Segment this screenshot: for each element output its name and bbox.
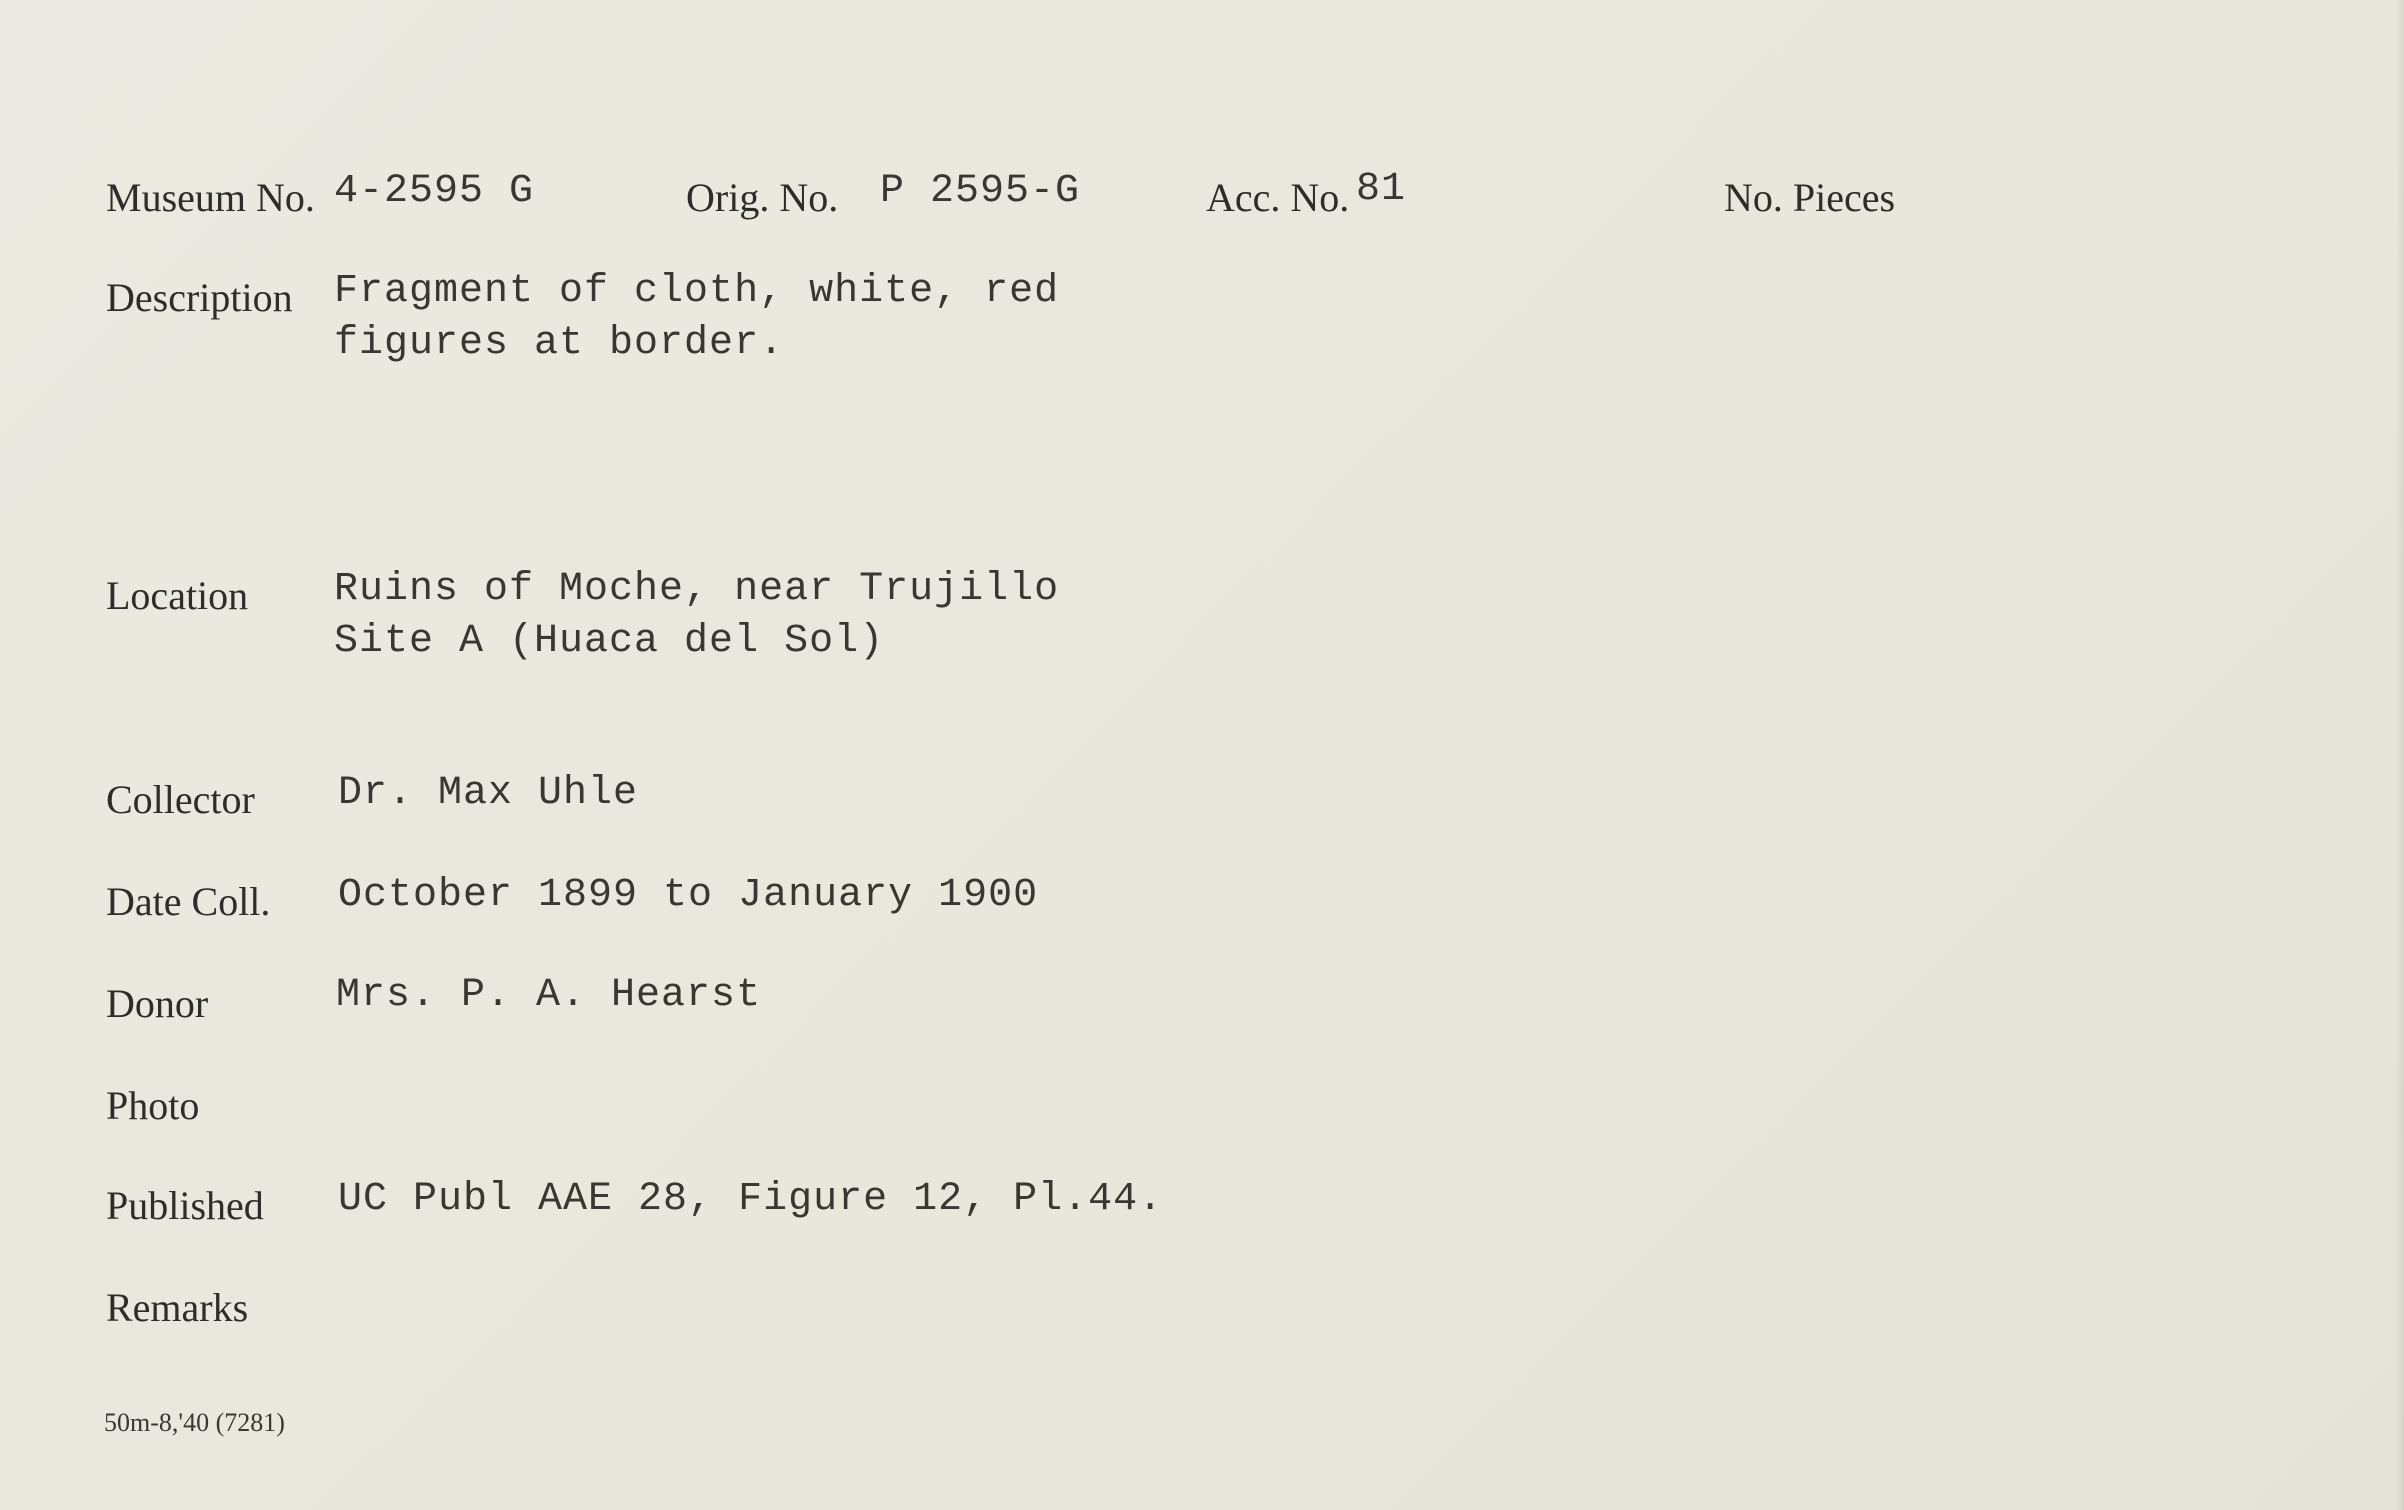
location-line-1: Ruins of Moche, near Trujillo	[334, 567, 1060, 612]
location-line-2: Site A (Huaca del Sol)	[334, 619, 885, 664]
donor-value: Mrs. P. A. Hearst	[336, 973, 762, 1018]
date-coll-label: Date Coll.	[106, 879, 271, 924]
location-value	[334, 564, 1059, 668]
collector-label: Collector	[106, 777, 255, 822]
published-label: Published	[106, 1183, 264, 1228]
no-pieces-label: No. Pieces	[1724, 175, 1896, 220]
acc-no-value: 81	[1356, 167, 1407, 212]
card-edge-shadow	[2396, 0, 2404, 1510]
acc-no-label: Acc. No.	[1206, 175, 1350, 220]
donor-label: Donor	[106, 981, 209, 1026]
date-coll-value: October 1899 to January 1900	[338, 873, 1039, 918]
description-value	[334, 266, 1059, 370]
description-line-2: figures at border.	[334, 321, 785, 366]
orig-no-value: P 2595-G	[880, 169, 1081, 214]
description-label: Description	[106, 275, 293, 320]
museum-no-value: 4-2595 G	[334, 169, 535, 214]
orig-no-label: Orig. No.	[686, 175, 839, 220]
remarks-label: Remarks	[106, 1285, 249, 1330]
location-label: Location	[106, 573, 249, 618]
published-value: UC Publ AAE 28, Figure 12, Pl.44.	[338, 1177, 1164, 1222]
museum-no-label: Museum No.	[106, 175, 315, 220]
print-code: 50m-8,'40 (7281)	[104, 1408, 285, 1437]
photo-label: Photo	[106, 1083, 200, 1128]
description-line-1: Fragment of cloth, white, red	[334, 269, 1060, 314]
collector-value: Dr. Max Uhle	[338, 771, 639, 816]
